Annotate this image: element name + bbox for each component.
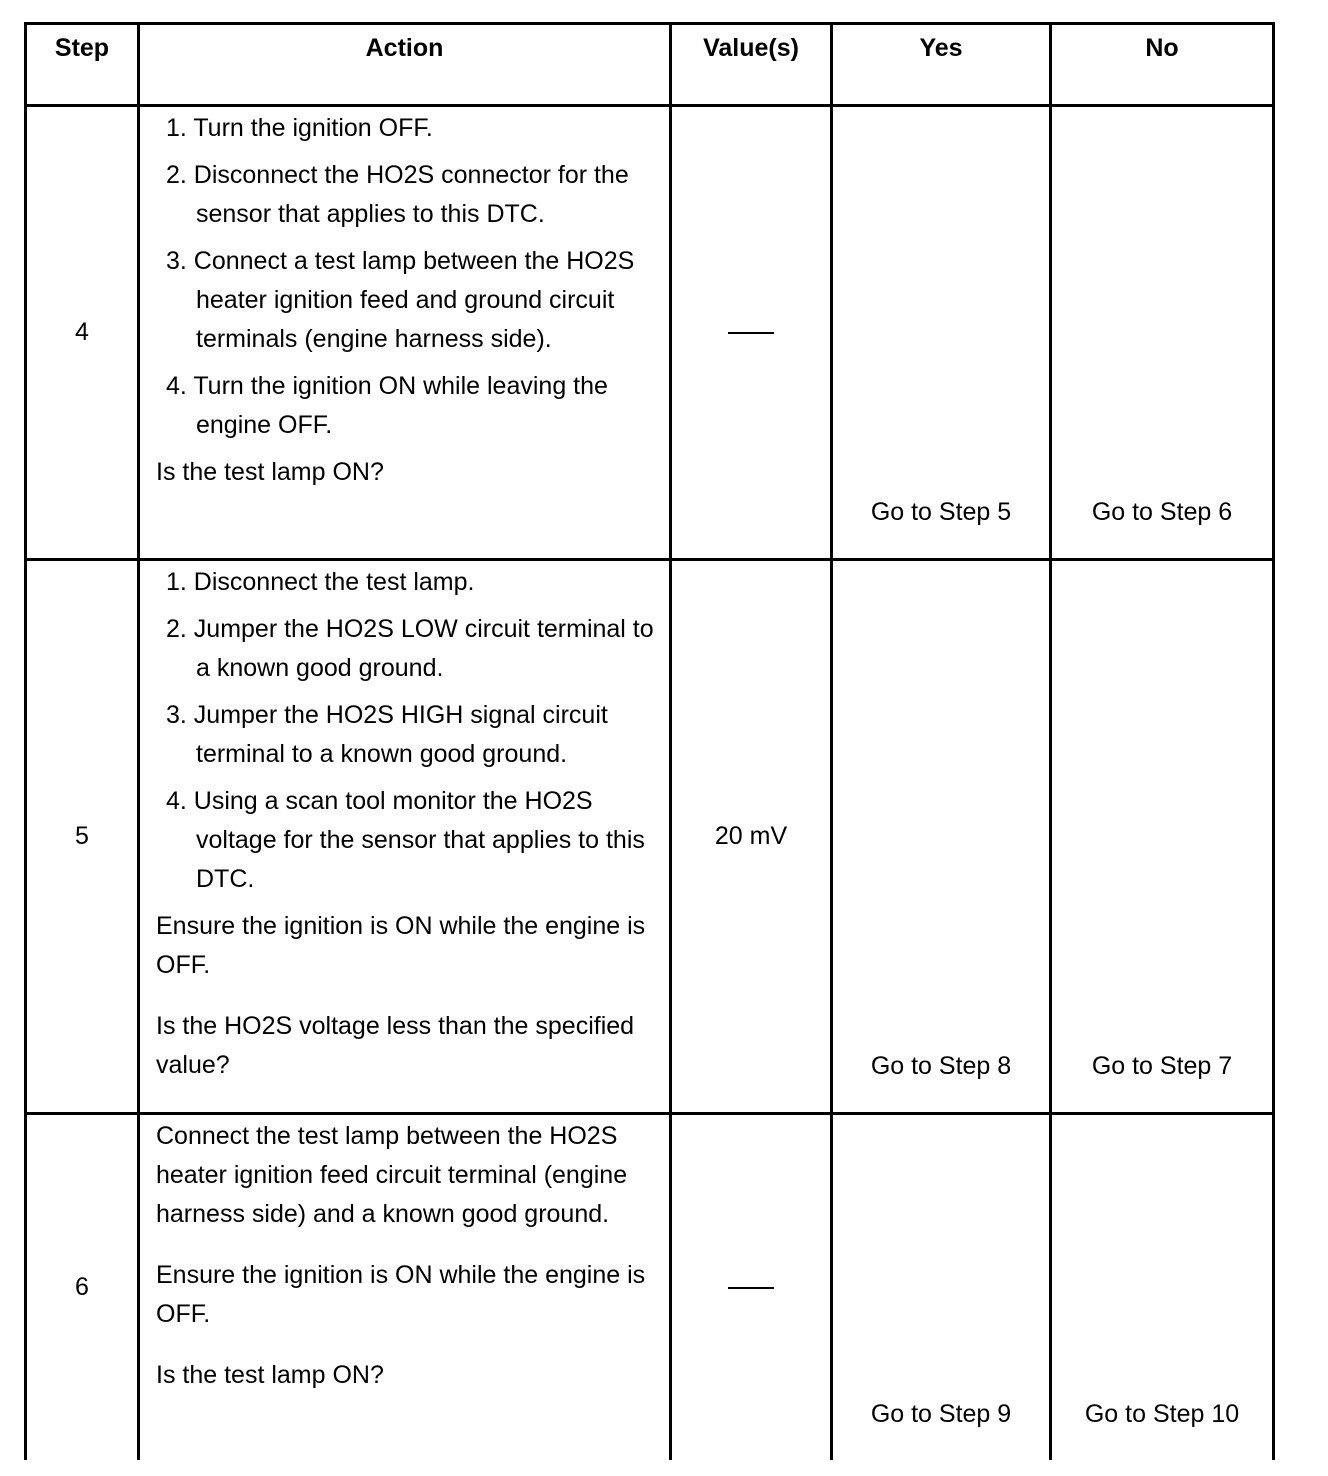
action-question: Is the test lamp ON? xyxy=(156,1361,384,1389)
no-cell: Go to Step 10 xyxy=(1051,1114,1274,1460)
action-item: 4. Using a scan tool monitor the HO2S voltage for the sensor that applies to this DTC. xyxy=(166,787,645,893)
value-cell xyxy=(671,106,832,560)
diagnostic-table xyxy=(24,22,1275,1460)
value-cell: 20 mV xyxy=(671,560,832,1114)
table-row xyxy=(26,560,1274,1114)
action-cell xyxy=(139,560,671,1114)
table-row xyxy=(26,1114,1274,1460)
action-cell xyxy=(139,1114,671,1460)
header-step: Step xyxy=(26,24,139,106)
table-row xyxy=(26,106,1274,560)
yes-cell: Go to Step 9 xyxy=(832,1114,1051,1460)
action-item: 2. Disconnect the HO2S connector for the sensor that applies to this DTC. xyxy=(166,161,629,228)
no-cell: Go to Step 6 xyxy=(1051,106,1274,560)
action-note: Connect the test lamp between the HO2S heater ignition feed circuit terminal (engine harness side) and a known good ground. xyxy=(156,1122,628,1228)
action-item: 1. Turn the ignition OFF. xyxy=(166,114,433,142)
yes-cell: Go to Step 5 xyxy=(832,106,1051,560)
step-number: 6 xyxy=(26,1114,139,1460)
action-item: 4. Turn the ignition ON while leaving the engine OFF. xyxy=(166,372,608,439)
step-number: 4 xyxy=(26,106,139,560)
action-question: Is the HO2S voltage less than the specified value? xyxy=(156,1012,635,1079)
action-item: 2. Jumper the HO2S LOW circuit terminal to a known good ground. xyxy=(166,615,654,682)
step-number: 5 xyxy=(26,560,139,1114)
action-note: Ensure the ignition is ON while the engine is OFF. xyxy=(156,912,646,979)
action-item: 3. Jumper the HO2S HIGH signal circuit terminal to a known good ground. xyxy=(166,701,608,768)
action-note: Ensure the ignition is ON while the engine is OFF. xyxy=(156,1261,646,1328)
header-values: Value(s) xyxy=(671,24,832,106)
yes-cell: Go to Step 8 xyxy=(832,560,1051,1114)
header-row xyxy=(26,24,1274,106)
action-question: Is the test lamp ON? xyxy=(156,458,384,486)
not-applicable-dash xyxy=(728,1287,774,1289)
header-no: No xyxy=(1051,24,1274,106)
no-cell: Go to Step 7 xyxy=(1051,560,1274,1114)
not-applicable-dash xyxy=(728,332,774,334)
value-cell xyxy=(671,1114,832,1460)
action-item: 3. Connect a test lamp between the HO2S heater ignition feed and ground circuit terminals (engine harness side). xyxy=(166,247,635,353)
header-action: Action xyxy=(139,24,671,106)
action-cell xyxy=(139,106,671,560)
header-yes: Yes xyxy=(832,24,1051,106)
action-item: 1. Disconnect the test lamp. xyxy=(166,568,475,596)
